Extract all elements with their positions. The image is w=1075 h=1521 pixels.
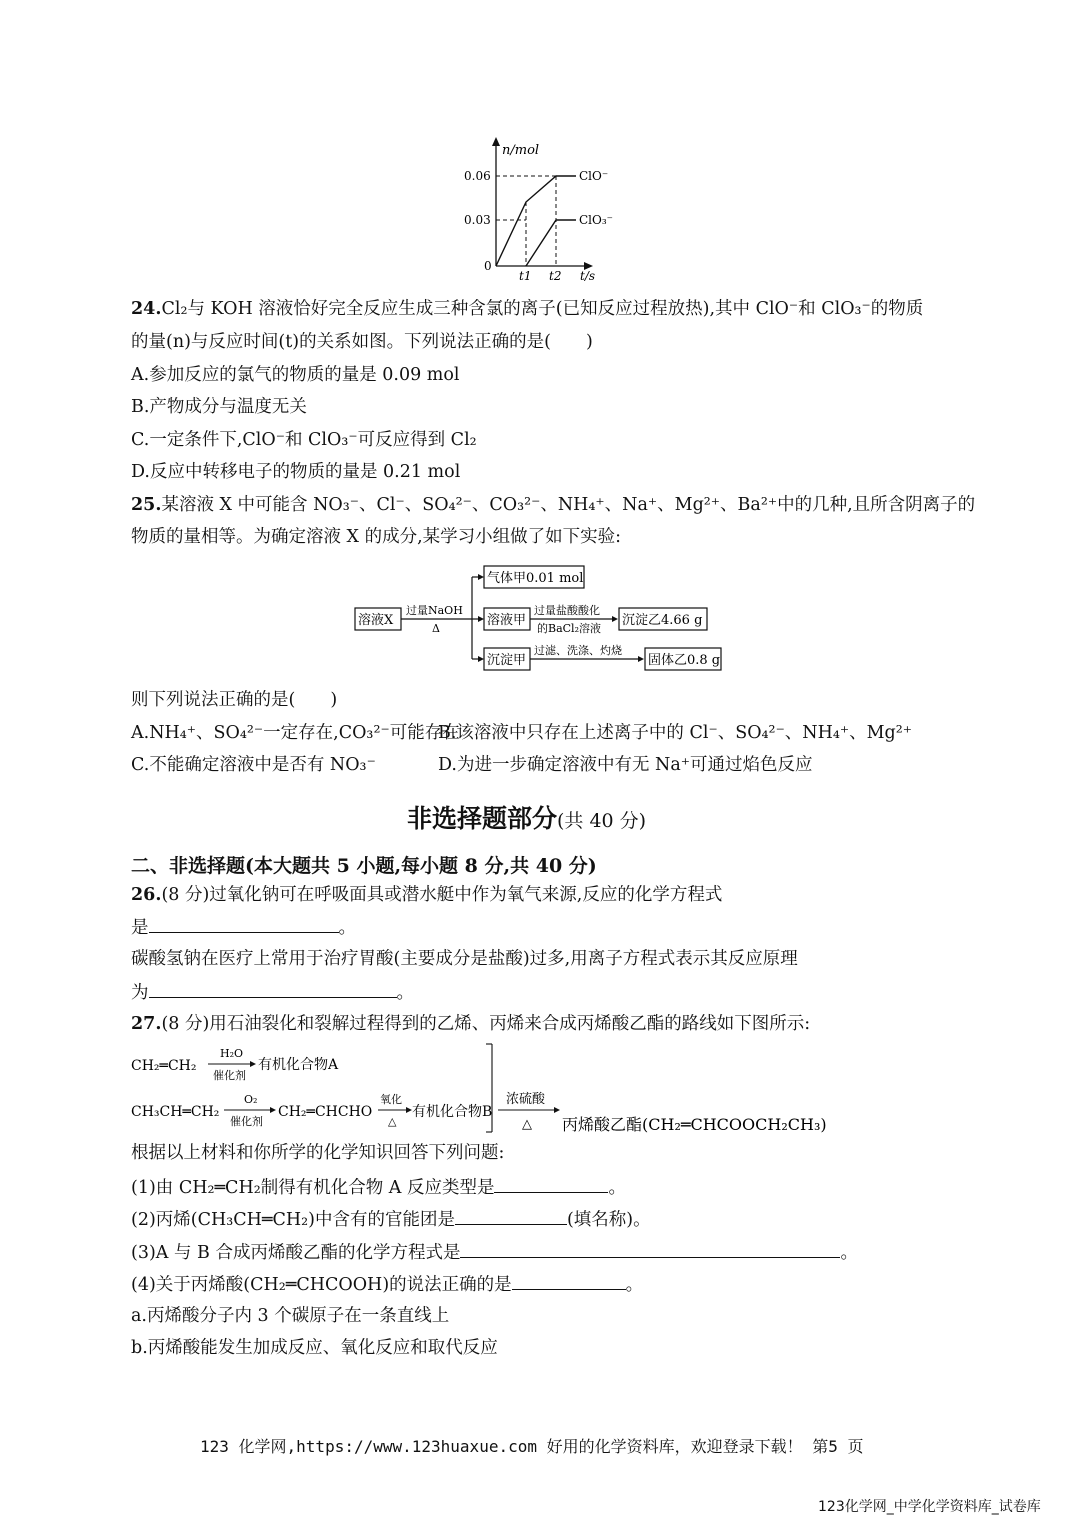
q26-line2 <box>131 916 356 939</box>
route-r2-bottom2: △ <box>388 1115 397 1128</box>
y-tick-003: 0.03 <box>464 213 491 227</box>
q26-line2-pre: 是 <box>131 918 149 938</box>
q26-line4-pre: 为 <box>131 983 149 1003</box>
q27-answer-blank-3[interactable] <box>460 1241 840 1258</box>
q24-stem-line1 <box>131 298 923 320</box>
q26-line2-post: 。 <box>338 918 356 938</box>
q24-option-d: D.反应中转移电子的物质的量是 0.21 mol <box>131 462 461 482</box>
q26-answer-blank-2[interactable] <box>149 981 397 998</box>
route-r1-product: 有机化合物A <box>258 1057 339 1073</box>
page-footer: 123 化学网,https://www.123huaxue.com 好用的化学资料库，欢迎登录下载！ 第5 页 <box>200 1437 864 1456</box>
q27-answer-blank-1[interactable] <box>494 1176 608 1193</box>
section-title <box>407 799 646 835</box>
series-clo3-label: ClO₃⁻ <box>579 213 614 227</box>
flow-arrow1-bottom: Δ <box>432 622 440 635</box>
series-clo-label: ClO⁻ <box>579 169 609 183</box>
q27-option-a: a.丙烯酸分子内 3 个碳原子在一条直线上 <box>131 1306 450 1326</box>
experiment-flowchart <box>350 560 730 675</box>
q26-number: 26. <box>131 885 162 905</box>
route-r2-top2: 氧化 <box>380 1093 402 1106</box>
q27-line1-text: (8 分)用石油裂化和裂解过程得到的乙烯、丙烯来合成丙烯酸乙酯的路线如下图所示: <box>161 1014 811 1034</box>
route-r2-product: 有机化合物B <box>412 1104 493 1120</box>
flow-solution: 溶液甲 <box>487 613 527 628</box>
synthesis-route-diagram <box>128 1040 868 1140</box>
q25-stem-b: 物质的量相等。为确定溶液 X 的成分,某学习小组做了如下实验: <box>131 527 622 547</box>
q25-stem-line1 <box>131 494 975 516</box>
n-vs-t-graph <box>456 134 636 284</box>
section-title-score: (共 40 分) <box>557 810 647 832</box>
flow-arrow2-top: 过量盐酸酸化 <box>534 604 600 617</box>
q26-line4 <box>131 981 414 1004</box>
flow-result2: 沉淀乙4.66 g <box>622 613 703 628</box>
route-r3-top: 浓硫酸 <box>506 1092 546 1107</box>
q25-ask: 则下列说法正确的是( ) <box>131 690 338 710</box>
q27-answer-blank-4[interactable] <box>512 1273 626 1290</box>
q27-sub1 <box>131 1176 626 1199</box>
q27-intro: 根据以上材料和你所学的化学知识回答下列问题: <box>131 1143 505 1163</box>
flow-arrow1-top: 过量NaOH <box>406 604 463 617</box>
route-r2-top: O₂ <box>244 1093 258 1106</box>
q27-answer-blank-2[interactable] <box>455 1208 567 1225</box>
flow-precipitate: 沉淀甲 <box>487 653 527 668</box>
q25-option-a: A.NH₄⁺、SO₄²⁻一定存在,CO₃²⁻可能存在 <box>131 723 460 743</box>
flow-arrow3-top: 过滤、洗涤、灼烧 <box>534 644 622 657</box>
route-r2-start: CH₃CH═CH₂ <box>131 1104 220 1120</box>
q26-line3: 碳酸氢钠在医疗上常用于治疗胃酸(主要成分是盐酸)过多,用离子方程式表示其反应原理 <box>131 949 798 969</box>
q24-stem-a: Cl₂与 KOH 溶液恰好完全反应生成三种含氯的离子(已知反应过程放热),其中 ClO⁻和 ClO₃⁻的物质 <box>161 299 924 319</box>
q24-stem-b: 的量(n)与反应时间(t)的关系如图。下列说法正确的是( ) <box>131 332 593 352</box>
q27-sub1-post: 。 <box>608 1178 626 1198</box>
q27-sub4 <box>131 1273 643 1296</box>
q26-line1-text: (8 分)过氧化钠可在呼吸面具或潜水艇中作为氧气来源,反应的化学方程式 <box>161 885 723 905</box>
q27-line1 <box>131 1013 810 1035</box>
route-r2-bottom: 催化剂 <box>230 1115 263 1128</box>
y-tick-0: 0 <box>484 259 492 273</box>
q26-line4-post: 。 <box>396 983 414 1003</box>
q27-sub4-post: 。 <box>625 1275 644 1295</box>
q27-option-b: b.丙烯酸能发生加成反应、氧化反应和取代反应 <box>131 1338 498 1358</box>
q27-sub4-pre: (4)关于丙烯酸(CH₂═CHCOOH)的说法正确的是 <box>131 1275 512 1295</box>
q27-sub3-pre: (3)A 与 B 合成丙烯酸乙酯的化学方程式是 <box>131 1243 461 1263</box>
y-tick-006: 0.06 <box>464 169 491 183</box>
route-r3-bottom: △ <box>522 1117 532 1132</box>
x-tick-t2: t2 <box>549 269 562 283</box>
section-title-main: 非选择题部分 <box>407 804 558 833</box>
q27-sub2 <box>131 1208 651 1231</box>
x-axis-label: t/s <box>580 269 596 283</box>
q27-sub2-post: (填名称)。 <box>566 1210 651 1230</box>
route-r2-mid: CH₂═CHCHO <box>278 1104 373 1120</box>
flow-arrow2-bottom: 的BaCl₂溶液 <box>537 622 601 635</box>
x-tick-t1: t1 <box>519 269 532 283</box>
y-axis-label: n/mol <box>502 143 540 158</box>
clo3-curve <box>526 220 576 266</box>
flow-gas: 气体甲0.01 mol <box>487 571 584 586</box>
q25-stem-a: 某溶液 X 中可能含 NO₃⁻、Cl⁻、SO₄²⁻、CO₃²⁻、NH₄⁺、Na⁺、Mg²⁺、Ba²⁺中的几种,且所含阴离子的 <box>161 495 976 515</box>
route-r1-start: CH₂═CH₂ <box>131 1058 197 1074</box>
route-r1-top: H₂O <box>220 1047 244 1060</box>
part2-heading: 二、非选择题(本大题共 5 小题,每小题 8 分,共 40 分) <box>131 855 597 877</box>
q24-option-a: A.参加反应的氯气的物质的量是 0.09 mol <box>131 365 460 385</box>
q24-option-c: C.一定条件下,ClO⁻和 ClO₃⁻可反应得到 Cl₂ <box>131 430 477 450</box>
route-final: 丙烯酸乙酯(CH₂═CHCOOCH₂CH₃) <box>562 1115 827 1134</box>
q25-number: 25. <box>131 495 162 515</box>
q25-option-d: D.为进一步确定溶液中有无 Na⁺可通过焰色反应 <box>438 755 813 775</box>
q25-option-c: C.不能确定溶液中是否有 NO₃⁻ <box>131 755 376 775</box>
q27-sub3 <box>131 1241 858 1264</box>
q27-sub1-pre: (1)由 CH₂═CH₂制得有机化合物 A 反应类型是 <box>131 1178 495 1198</box>
flow-result3: 固体乙0.8 g <box>648 653 721 668</box>
corner-watermark: 123化学网_中学化学资料库_试卷库 <box>818 1499 1041 1515</box>
q26-line1 <box>131 884 722 906</box>
q26-answer-blank-1[interactable] <box>149 916 339 933</box>
route-r1-bottom: 催化剂 <box>213 1069 246 1082</box>
q27-sub2-pre: (2)丙烯(CH₃CH═CH₂)中含有的官能团是 <box>131 1210 455 1230</box>
q24-option-b: B.产物成分与温度无关 <box>131 397 307 417</box>
q25-option-b: B.该溶液中只存在上述离子中的 Cl⁻、SO₄²⁻、NH₄⁺、Mg²⁺ <box>438 723 913 743</box>
flow-start: 溶液X <box>358 613 394 628</box>
clo-curve <box>496 176 576 266</box>
q27-sub3-post: 。 <box>840 1243 858 1263</box>
q27-number: 27. <box>131 1014 162 1034</box>
q24-number: 24. <box>131 299 162 319</box>
